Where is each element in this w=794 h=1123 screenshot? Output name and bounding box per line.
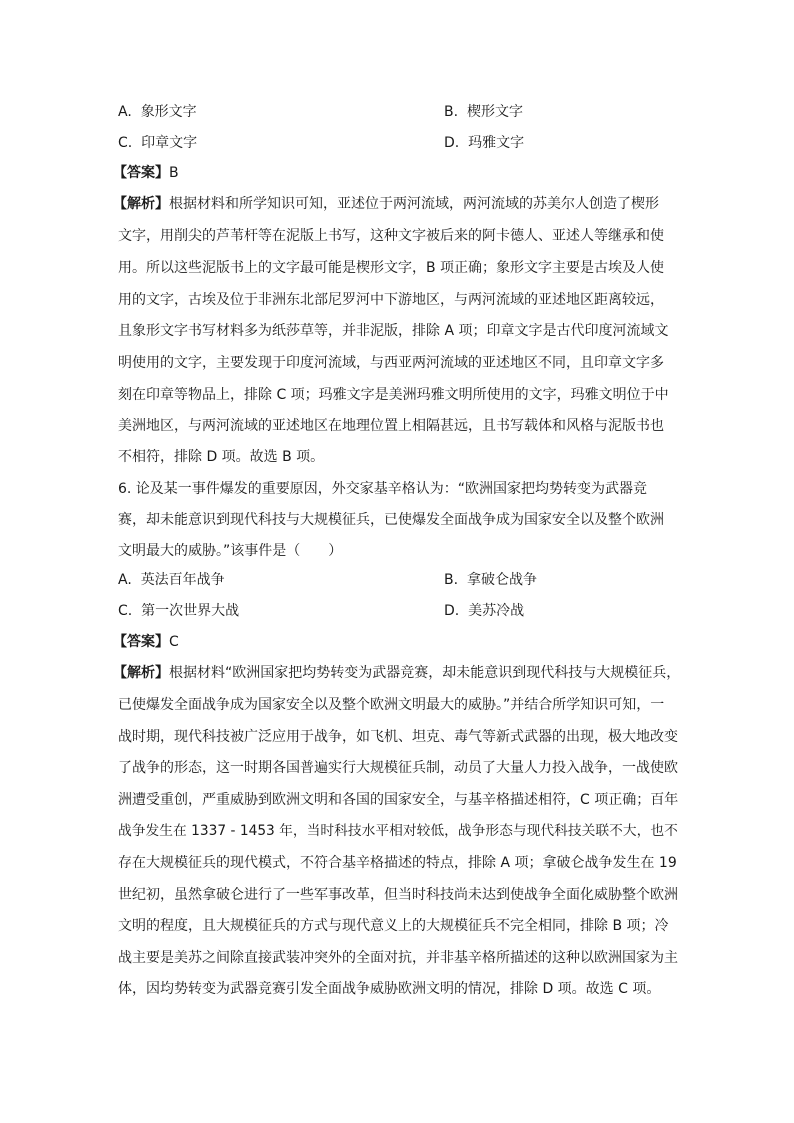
q5-analysis-line: 明使用的文字，主要发现于印度河流域，与西亚两河流域的亚述地区不同，且印章文字多 [118, 355, 664, 371]
answer-value: B [169, 165, 179, 181]
q5-option-b[interactable]: B. 楔形文字 [444, 104, 523, 120]
q6-analysis-line: 战争发生在 1337 - 1453 年，当时科技水平相对较低，战争形态与现代科技关联不大，也不 [118, 823, 678, 839]
q6-analysis-line: 洲遭受重创，严重威胁到欧洲文明和各国的国家安全，与基辛格描述相符，C 项正确；百年 [118, 792, 679, 808]
q6-option-a[interactable]: A. 英法百年战争 [118, 572, 225, 588]
q5-analysis-line: 刻在印章等物品上，排除 C 项；玛雅文字是美洲玛雅文明所使用的文字，玛雅文明位于中 [118, 387, 669, 403]
q6-options-row-1 [118, 569, 678, 591]
analysis-tag: 【解析】 [113, 196, 169, 212]
q6-analysis-line: 【解析】根据材料“欧洲国家把均势转变为武器竞赛，却未能意识到现代科技与大规模征兵， [113, 665, 681, 681]
q6-analysis-line: 已使爆发全面战争成为国家安全以及整个欧洲文明最大的威胁。”并结合所学知识可知，一 [118, 697, 665, 713]
q6-options-row-2 [118, 600, 678, 622]
q6-analysis-line: 世纪初，虽然拿破仑进行了一些军事改革，但当时科技尚未达到使战争全面化威胁整个欧洲 [118, 887, 678, 903]
analysis-tag: 【解析】 [113, 665, 169, 681]
q6-stem-line: 文明最大的威胁。”该事件是（ ） [118, 543, 343, 559]
q5-analysis-line: 美洲地区，与两河流域的亚述地区在地理位置上相隔甚远，且书写载体和风格与泥版书也 [118, 418, 664, 434]
q6-analysis-line: 战时期，现代科技被广泛应用于战争，如飞机、坦克、毒气等新式武器的出现，极大地改变 [118, 729, 678, 745]
answer-value: C [169, 634, 179, 650]
q5-option-d[interactable]: D. 玛雅文字 [444, 135, 525, 151]
q5-analysis-line: 用。所以这些泥版书上的文字最可能是楔形文字，B 项正确；象形文字主要是古埃及人使 [118, 260, 665, 276]
q6-analysis-line: 战主要是美苏之间除直接武装冲突外的全面对抗，并非基辛格所描述的这种以欧洲国家为主 [118, 950, 678, 966]
q5-analysis-line: 【解析】根据材料和所学知识可知，亚述位于两河流域，两河流域的苏美尔人创造了楔形 [113, 196, 659, 212]
q6-analysis-line: 文明的程度，且大规模征兵的方式与现代意义上的大规模征兵不完全相同，排除 B 项；冷 [118, 918, 669, 934]
answer-tag: 【答案】 [113, 634, 169, 650]
q6-answer [113, 632, 179, 652]
q5-option-a[interactable]: A. 象形文字 [118, 104, 197, 120]
q6-option-c[interactable]: C. 第一次世界大战 [118, 603, 240, 619]
q5-options-row-1 [118, 101, 678, 123]
q5-answer [113, 163, 179, 183]
q6-stem-line: 6. 论及某一事件爆发的重要原因，外交家基辛格认为：“欧洲国家把均势转变为武器竞 [118, 481, 648, 497]
q5-options-row-2 [118, 132, 678, 154]
q5-analysis-line: 用的文字，古埃及位于非洲东北部尼罗河中下游地区，与两河流域的亚述地区距离较远， [118, 292, 664, 308]
q5-option-c[interactable]: C. 印章文字 [118, 135, 198, 151]
q6-analysis-line: 体，因均势转变为武器竞赛引发全面战争威胁欧洲文明的情况，排除 D 项。故选 C 项。 [118, 981, 661, 997]
q6-analysis-line: 了战争的形态，这一时期各国普遍实行大规模征兵制，动员了大量人力投入战争，一战使欧 [118, 760, 678, 776]
q6-analysis-line: 存在大规模征兵的现代模式，不符合基辛格描述的特点，排除 A 项；拿破仑战争发生在 19 [118, 855, 677, 871]
q6-option-b[interactable]: B. 拿破仑战争 [444, 572, 537, 588]
q6-option-d[interactable]: D. 美苏冷战 [444, 603, 525, 619]
answer-tag: 【答案】 [113, 165, 169, 181]
q5-analysis-line: 且象形文字书写材料多为纸莎草等，并非泥版，排除 A 项；印章文字是古代印度河流域文 [118, 323, 669, 339]
q5-analysis-line: 不相符，排除 D 项。故选 B 项。 [118, 449, 325, 465]
q6-stem-line: 赛，却未能意识到现代科技与大规模征兵，已使爆发全面战争成为国家安全以及整个欧洲 [118, 512, 664, 528]
q5-analysis-line: 文字，用削尖的芦苇杆等在泥版上书写，这种文字被后来的阿卡德人、亚述人等继承和使 [118, 228, 664, 244]
